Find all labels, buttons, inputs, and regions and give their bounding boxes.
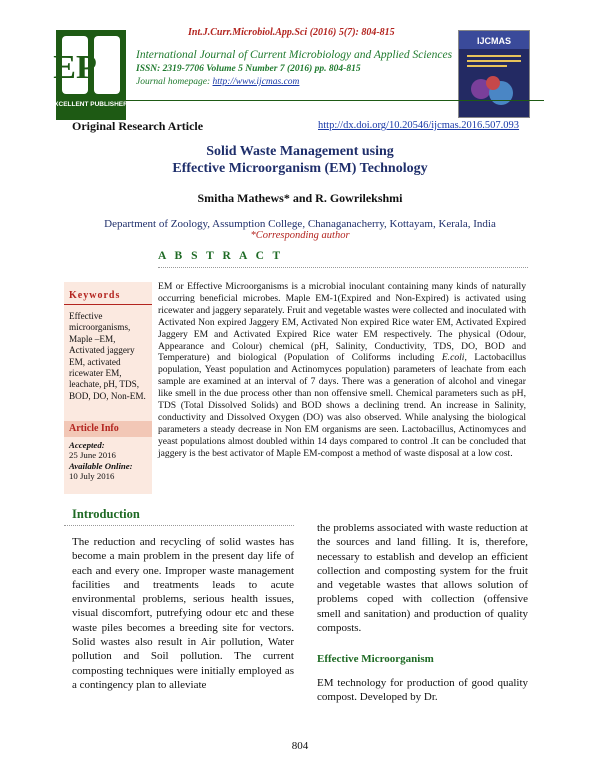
online-date: 10 July 2016: [69, 471, 115, 482]
keywords-list: Effective microorganisms, Maple –EM, Activated jaggery EM, activated ricewater EM, leachate, pH, TDS, BOD, DO, Non-EM.: [69, 311, 146, 401]
doi-link[interactable]: http://dx.doi.org/10.20546/ijcmas.2016.507.093: [318, 120, 520, 131]
header-citation: Int.J.Curr.Microbiol.App.Sci (2016) 5(7): 804-815: [188, 27, 395, 38]
publisher-logo-letter-e: EP: [53, 49, 97, 86]
accepted-date: 25 June 2016: [69, 450, 116, 461]
authors: Smitha Mathews* and R. Gowrilekshmi: [197, 191, 403, 205]
online-label: Available Online:: [69, 460, 133, 471]
abstract-text-part-2: , Lactobacillus population, Yeast population and Actinomyces population) parameters of leachate from each sample are examined at an interval of 7 days. There was a generation of alcohol and vinegar like smell in the due process other than non offensive smell. Chemical parameters such as pH, TDS (Total Dissolved Solids) and BOD shows a declining trend. An increase in Salinity, conductivity and Dissolved Oxygen (DO) was also observed. While analysing the biological parameters a steady decrease in Non EM organisms are seen. Lactobacillus, Actinomyces and yeast populations almost doubled within 14 days compared to control .It can be concluded that jaggery is the best activator of Maple EM-compost a method of waste disposal at a low cost.: [158, 352, 526, 459]
article-title-line-1: Solid Waste Management using: [206, 144, 394, 159]
keywords-divider: [64, 304, 152, 305]
corresponding-author-note: *Corresponding author: [250, 230, 350, 241]
abstract-divider: [158, 267, 528, 268]
homepage-link[interactable]: http://www.ijcmas.com: [212, 77, 300, 87]
article-dates: [69, 440, 133, 482]
introduction-divider: [64, 525, 294, 526]
keywords-heading: Keywords: [69, 290, 121, 301]
affiliation: Department of Zoology, Assumption College, Chanaganacherry, Kottayam, Kerala, India: [104, 218, 496, 230]
article-title-line-2: Effective Microorganism (EM) Technology: [172, 161, 428, 176]
body-column-right: the problems associated with waste reduction at the sources and land filling. It is, therefore, necessary to establish and develop an efficient collection and composting system for the fruit and vegetable wastes that allows solution of problems coped with collection (offensive smell and sanitation) and production of quality composts.: [317, 522, 528, 635]
abstract-text-part-1: EM or Effective Microorganisms is a microbial inoculant containing many kinds of naturally occurring beneficial microbes. Maple EM-1(Expired and Non-Expired) is activated using ricewater and jaggery separately. Fruit and vegetable wastes were collected and inoculated with Activated Non expired Jaggery EM, Activated Non expired Rice water EM, Activated Expired Jaggery EM and Activated Expired Rice water EM respectively. The physical (Odour, Appearance and Colour) chemical (pH, Salinity, Conductivity, TDS, DO, BOD and Temperature) and biological (Population of Coliforms including: [158, 281, 526, 364]
abstract-heading: A B S T R A C T: [158, 250, 284, 262]
article-info-heading: Article Info: [69, 423, 119, 434]
body-column-right-continued: EM technology for production of good quality compost. Developed by Dr.: [317, 677, 528, 704]
journal-cover-title: IJCMAS: [476, 36, 512, 46]
journal-issn: ISSN: 2319-7706 Volume 5 Number 7 (2016) pp. 804-815: [136, 64, 361, 74]
publisher-logo: [49, 30, 133, 120]
header-divider: [56, 100, 544, 101]
page-number: 804: [291, 740, 309, 752]
journal-homepage: [136, 77, 299, 87]
publisher-name: EXCELLENT PUBLISHERS: [49, 101, 133, 108]
journal-cover-image: [458, 30, 530, 118]
abstract-ecoli: E.coli: [441, 352, 465, 364]
accepted-label: Accepted:: [69, 440, 105, 450]
abstract-text: [158, 281, 526, 460]
homepage-label: Journal homepage:: [136, 77, 213, 87]
introduction-heading: Introduction: [72, 507, 140, 521]
effective-microorganism-heading: Effective Microorganism: [317, 653, 434, 665]
journal-cover-art: [459, 31, 529, 117]
body-column-left: The reduction and recycling of solid wastes has become a main problem in the present day life of each and every one. Improper waste management facilities and treatments leads to acute environmental problems, serious health issues, visual discomfort, putrefying odour etc and these waste piles becomes a breeding site for vectors. Solid wastes also result in Air pollution, Water pollution and Soil pollution. The current composting techniques were initially employed as a contingency plan to alleviate: [72, 536, 294, 691]
article-title: [0, 143, 600, 177]
publisher-logo-mark: [49, 30, 133, 120]
journal-name: International Journal of Current Microbiology and Applied Sciences: [136, 49, 453, 61]
article-type: Original Research Article: [72, 119, 204, 133]
